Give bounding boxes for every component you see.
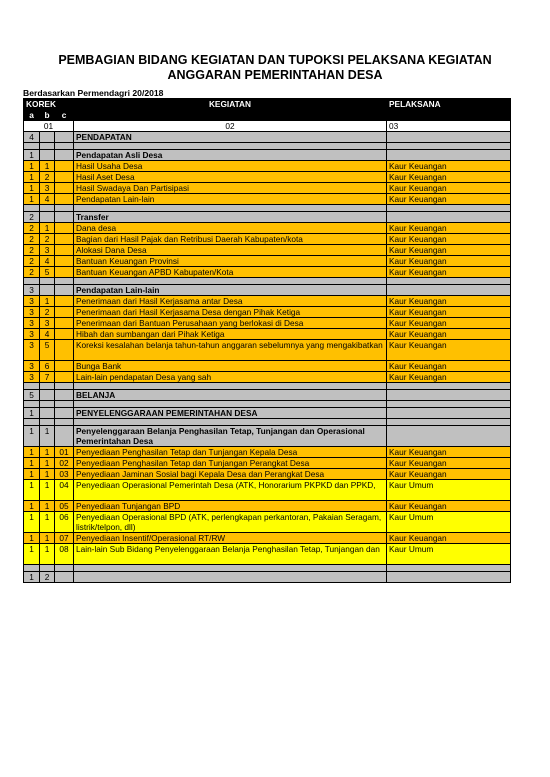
code-c — [55, 329, 74, 340]
kegiatan-cell: Penyediaan Tunjangan BPD — [74, 501, 387, 512]
code-c — [55, 361, 74, 372]
code-a: 2 — [24, 234, 40, 245]
code-c — [55, 426, 74, 447]
code-c — [55, 390, 74, 401]
kegiatan-cell: Pendapatan Lain-lain — [74, 194, 387, 205]
code-c — [55, 256, 74, 267]
table-row — [24, 234, 511, 245]
code-a — [24, 205, 40, 212]
pelaksana-cell: Kaur Keuangan — [387, 533, 511, 544]
table-row — [24, 223, 511, 234]
pelaksana-cell: Kaur Keuangan — [387, 296, 511, 307]
pelaksana-cell — [387, 401, 511, 408]
kegiatan-cell: Penerimaan dari Hasil Kerjasama Desa dengan Pihak Ketiga — [74, 307, 387, 318]
code-a: 1 — [24, 150, 40, 161]
code-c: 04 — [55, 480, 74, 501]
pelaksana-cell — [387, 419, 511, 426]
table-row — [24, 132, 511, 143]
table-row — [24, 426, 511, 447]
code-b: 3 — [40, 245, 55, 256]
code-b — [40, 150, 55, 161]
table-row — [24, 372, 511, 383]
code-c: 05 — [55, 501, 74, 512]
code-a: 3 — [24, 340, 40, 361]
kegiatan-cell: Hasil Aset Desa — [74, 172, 387, 183]
document-subtitle: Berdasarkan Permendagri 20/2018 — [23, 88, 164, 98]
code-b — [40, 565, 55, 572]
code-c — [55, 296, 74, 307]
code-b: 1 — [40, 458, 55, 469]
kegiatan-cell: Penyediaan Operasional BPD (ATK, perlengkapan perkantoran, Pakaian Seragam, listrik/telpon, dll) — [74, 512, 387, 533]
code-b: 4 — [40, 256, 55, 267]
kegiatan-cell: Penyediaan Penghasilan Tetap dan Tunjangan Perangkat Desa — [74, 458, 387, 469]
code-a: 2 — [24, 223, 40, 234]
code-b: 1 — [40, 501, 55, 512]
table-row — [24, 161, 511, 172]
document-title-line1: PEMBAGIAN BIDANG KEGIATAN DAN TUPOKSI PELAKSANA KEGIATAN — [58, 53, 492, 67]
code-b: 4 — [40, 194, 55, 205]
header-a: a — [24, 110, 40, 121]
code-b: 4 — [40, 329, 55, 340]
code-b: 1 — [40, 296, 55, 307]
kegiatan-cell — [74, 572, 387, 583]
code-b: 5 — [40, 340, 55, 361]
pelaksana-cell: Kaur Keuangan — [387, 223, 511, 234]
kegiatan-cell — [74, 205, 387, 212]
code-a: 1 — [24, 408, 40, 419]
code-a: 1 — [24, 512, 40, 533]
pelaksana-cell: Kaur Keuangan — [387, 183, 511, 194]
pelaksana-cell: Kaur Keuangan — [387, 447, 511, 458]
code-c — [55, 234, 74, 245]
pelaksana-cell — [387, 205, 511, 212]
pelaksana-cell: Kaur Keuangan — [387, 172, 511, 183]
code-b: 1 — [40, 544, 55, 565]
code-c: 07 — [55, 533, 74, 544]
code-b: 3 — [40, 183, 55, 194]
table-row — [24, 458, 511, 469]
pelaksana-cell: Kaur Keuangan — [387, 307, 511, 318]
code-a: 1 — [24, 183, 40, 194]
pelaksana-cell: Kaur Keuangan — [387, 329, 511, 340]
code-b — [40, 132, 55, 143]
kegiatan-cell: Penerimaan dari Hasil Kerjasama antar Desa — [74, 296, 387, 307]
kegiatan-cell — [74, 278, 387, 285]
code-b — [40, 205, 55, 212]
code-c — [55, 161, 74, 172]
pelaksana-cell: Kaur Keuangan — [387, 194, 511, 205]
pelaksana-cell: Kaur Keuangan — [387, 458, 511, 469]
table-row — [24, 183, 511, 194]
code-b — [40, 383, 55, 390]
code-a — [24, 383, 40, 390]
table-row — [24, 212, 511, 223]
table-row — [24, 501, 511, 512]
kegiatan-table — [23, 98, 511, 583]
code-b: 2 — [40, 172, 55, 183]
code-c — [55, 285, 74, 296]
code-a: 2 — [24, 245, 40, 256]
code-a: 5 — [24, 390, 40, 401]
pelaksana-cell: Kaur Umum — [387, 544, 511, 565]
code-a: 1 — [24, 447, 40, 458]
code-b: 1 — [40, 161, 55, 172]
code-c — [55, 183, 74, 194]
column-number-row — [24, 121, 511, 132]
colnum-korek: 01 — [24, 121, 74, 132]
code-c — [55, 194, 74, 205]
pelaksana-cell — [387, 408, 511, 419]
code-a: 1 — [24, 533, 40, 544]
kegiatan-cell: Hasil Swadaya Dan Partisipasi — [74, 183, 387, 194]
pelaksana-cell: Kaur Keuangan — [387, 256, 511, 267]
kegiatan-cell: Penyediaan Operasional Pemerintah Desa (ATK, Honorarium PKPKD dan PPKD, — [74, 480, 387, 501]
kegiatan-cell: Penyediaan Insentif/Operasional RT/RW — [74, 533, 387, 544]
spacer-row — [24, 143, 511, 150]
table-row — [24, 172, 511, 183]
kegiatan-cell: Bagian dari Hasil Pajak dan Retribusi Daerah Kabupaten/kota — [74, 234, 387, 245]
spacer-row — [24, 278, 511, 285]
table-row — [24, 408, 511, 419]
header-pelaksana: PELAKSANA — [387, 99, 511, 110]
code-c: 02 — [55, 458, 74, 469]
kegiatan-cell: PENDAPATAN — [74, 132, 387, 143]
kegiatan-cell: Pendapatan Asli Desa — [74, 150, 387, 161]
code-c: 01 — [55, 447, 74, 458]
pelaksana-cell: Kaur Keuangan — [387, 361, 511, 372]
code-c — [55, 143, 74, 150]
kegiatan-cell: Transfer — [74, 212, 387, 223]
kegiatan-cell: Lain-lain pendapatan Desa yang sah — [74, 372, 387, 383]
kegiatan-cell: Dana desa — [74, 223, 387, 234]
header-b: b — [40, 110, 55, 121]
kegiatan-cell: Hibah dan sumbangan dari Pihak Ketiga — [74, 329, 387, 340]
code-a: 2 — [24, 267, 40, 278]
table-row — [24, 512, 511, 533]
pelaksana-cell: Kaur Umum — [387, 512, 511, 533]
spacer-row — [24, 205, 511, 212]
table-row — [24, 361, 511, 372]
code-c — [55, 340, 74, 361]
spacer-row — [24, 419, 511, 426]
code-b — [40, 278, 55, 285]
table-row — [24, 150, 511, 161]
code-c — [55, 212, 74, 223]
code-a: 3 — [24, 307, 40, 318]
code-c — [55, 267, 74, 278]
code-b: 1 — [40, 447, 55, 458]
table-row — [24, 340, 511, 361]
code-a — [24, 419, 40, 426]
code-c — [55, 278, 74, 285]
code-a: 1 — [24, 544, 40, 565]
code-a — [24, 143, 40, 150]
code-a: 3 — [24, 361, 40, 372]
pelaksana-cell — [387, 383, 511, 390]
code-b: 3 — [40, 318, 55, 329]
code-c — [55, 172, 74, 183]
table-row — [24, 329, 511, 340]
pelaksana-cell — [387, 278, 511, 285]
table-row — [24, 447, 511, 458]
pelaksana-cell: Kaur Umum — [387, 480, 511, 501]
code-c — [55, 318, 74, 329]
code-a: 1 — [24, 572, 40, 583]
colnum-pelaksana: 03 — [387, 121, 511, 132]
code-b — [40, 419, 55, 426]
code-c — [55, 372, 74, 383]
code-b — [40, 143, 55, 150]
table-row — [24, 307, 511, 318]
code-b: 2 — [40, 307, 55, 318]
code-b: 1 — [40, 480, 55, 501]
code-c — [55, 572, 74, 583]
table-row — [24, 296, 511, 307]
pelaksana-cell — [387, 565, 511, 572]
table-row — [24, 572, 511, 583]
colnum-kegiatan: 02 — [74, 121, 387, 132]
table-row — [24, 390, 511, 401]
table-row — [24, 194, 511, 205]
kegiatan-cell — [74, 383, 387, 390]
pelaksana-cell — [387, 285, 511, 296]
code-b — [40, 212, 55, 223]
table-row — [24, 533, 511, 544]
code-b: 2 — [40, 234, 55, 245]
document-title-line2: ANGGARAN PEMERINTAHAN DESA — [167, 68, 383, 82]
pelaksana-cell — [387, 390, 511, 401]
code-a: 1 — [24, 469, 40, 480]
kegiatan-cell: Pendapatan Lain-lain — [74, 285, 387, 296]
code-a: 1 — [24, 458, 40, 469]
code-b: 1 — [40, 426, 55, 447]
table-row — [24, 480, 511, 501]
table-header-row — [24, 99, 511, 110]
code-c — [55, 307, 74, 318]
kegiatan-cell — [74, 143, 387, 150]
code-a: 1 — [24, 480, 40, 501]
pelaksana-cell — [387, 572, 511, 583]
pelaksana-cell: Kaur Keuangan — [387, 245, 511, 256]
code-a — [24, 278, 40, 285]
code-c — [55, 205, 74, 212]
table-subheader-row — [24, 110, 511, 121]
code-b: 2 — [40, 572, 55, 583]
pelaksana-cell: Kaur Keuangan — [387, 501, 511, 512]
code-b — [40, 408, 55, 419]
code-c — [55, 419, 74, 426]
pelaksana-cell — [387, 426, 511, 447]
kegiatan-cell: Koreksi kesalahan belanja tahun-tahun anggaran sebelumnya yang mengakibatkan — [74, 340, 387, 361]
code-a: 4 — [24, 132, 40, 143]
pelaksana-cell: Kaur Keuangan — [387, 372, 511, 383]
table-row — [24, 285, 511, 296]
header-kegiatan: KEGIATAN — [74, 99, 387, 110]
code-c — [55, 245, 74, 256]
table-row — [24, 245, 511, 256]
header-c: c — [55, 110, 74, 121]
spacer-row — [24, 383, 511, 390]
code-a: 2 — [24, 212, 40, 223]
kegiatan-cell: Penerimaan dari Bantuan Perusahaan yang berlokasi di Desa — [74, 318, 387, 329]
code-a: 3 — [24, 318, 40, 329]
code-a: 3 — [24, 329, 40, 340]
code-a — [24, 565, 40, 572]
code-c — [55, 565, 74, 572]
kegiatan-cell: Penyediaan Penghasilan Tetap dan Tunjangan Kepala Desa — [74, 447, 387, 458]
kegiatan-cell: BELANJA — [74, 390, 387, 401]
pelaksana-cell: Kaur Keuangan — [387, 161, 511, 172]
kegiatan-cell: Penyediaan Jaminan Sosial bagi Kepala Desa dan Perangkat Desa — [74, 469, 387, 480]
code-a: 3 — [24, 372, 40, 383]
code-b: 7 — [40, 372, 55, 383]
code-a: 1 — [24, 172, 40, 183]
table-row — [24, 544, 511, 565]
pelaksana-cell: Kaur Keuangan — [387, 234, 511, 245]
code-b: 1 — [40, 533, 55, 544]
code-a: 1 — [24, 426, 40, 447]
code-c — [55, 150, 74, 161]
table-row — [24, 256, 511, 267]
code-c — [55, 383, 74, 390]
kegiatan-cell — [74, 401, 387, 408]
code-a: 3 — [24, 285, 40, 296]
code-a: 3 — [24, 296, 40, 307]
code-a: 1 — [24, 501, 40, 512]
spacer-row — [24, 565, 511, 572]
pelaksana-cell — [387, 150, 511, 161]
code-b — [40, 401, 55, 408]
table-row — [24, 318, 511, 329]
kegiatan-cell: PENYELENGGARAAN PEMERINTAHAN DESA — [74, 408, 387, 419]
pelaksana-cell — [387, 132, 511, 143]
code-b: 1 — [40, 512, 55, 533]
code-c: 06 — [55, 512, 74, 533]
kegiatan-cell: Bantuan Keuangan APBD Kabupaten/Kota — [74, 267, 387, 278]
code-a — [24, 401, 40, 408]
header-korek: KOREK — [24, 99, 74, 110]
pelaksana-cell: Kaur Keuangan — [387, 318, 511, 329]
code-c — [55, 223, 74, 234]
code-a: 1 — [24, 161, 40, 172]
spacer-row — [24, 401, 511, 408]
code-b: 1 — [40, 223, 55, 234]
code-c: 03 — [55, 469, 74, 480]
kegiatan-cell: Lain-lain Sub Bidang Penyelenggaraan Belanja Penghasilan Tetap, Tunjangan dan — [74, 544, 387, 565]
kegiatan-cell: Penyelenggaraan Belanja Penghasilan Tetap, Tunjangan dan Operasional Pemerintahan Desa — [74, 426, 387, 447]
kegiatan-cell: Alokasi Dana Desa — [74, 245, 387, 256]
kegiatan-cell: Hasil Usaha Desa — [74, 161, 387, 172]
code-b: 1 — [40, 469, 55, 480]
code-b — [40, 390, 55, 401]
kegiatan-cell — [74, 419, 387, 426]
kegiatan-cell: Bunga Bank — [74, 361, 387, 372]
table-row — [24, 469, 511, 480]
code-c — [55, 401, 74, 408]
pelaksana-cell: Kaur Keuangan — [387, 340, 511, 361]
table-row — [24, 267, 511, 278]
code-b: 5 — [40, 267, 55, 278]
code-a: 2 — [24, 256, 40, 267]
kegiatan-cell — [74, 565, 387, 572]
pelaksana-cell — [387, 143, 511, 150]
pelaksana-cell — [387, 212, 511, 223]
code-a: 1 — [24, 194, 40, 205]
kegiatan-cell: Bantuan Keuangan Provinsi — [74, 256, 387, 267]
code-b — [40, 285, 55, 296]
code-c — [55, 132, 74, 143]
code-c — [55, 408, 74, 419]
pelaksana-cell: Kaur Keuangan — [387, 469, 511, 480]
code-b: 6 — [40, 361, 55, 372]
pelaksana-cell: Kaur Keuangan — [387, 267, 511, 278]
code-c: 08 — [55, 544, 74, 565]
